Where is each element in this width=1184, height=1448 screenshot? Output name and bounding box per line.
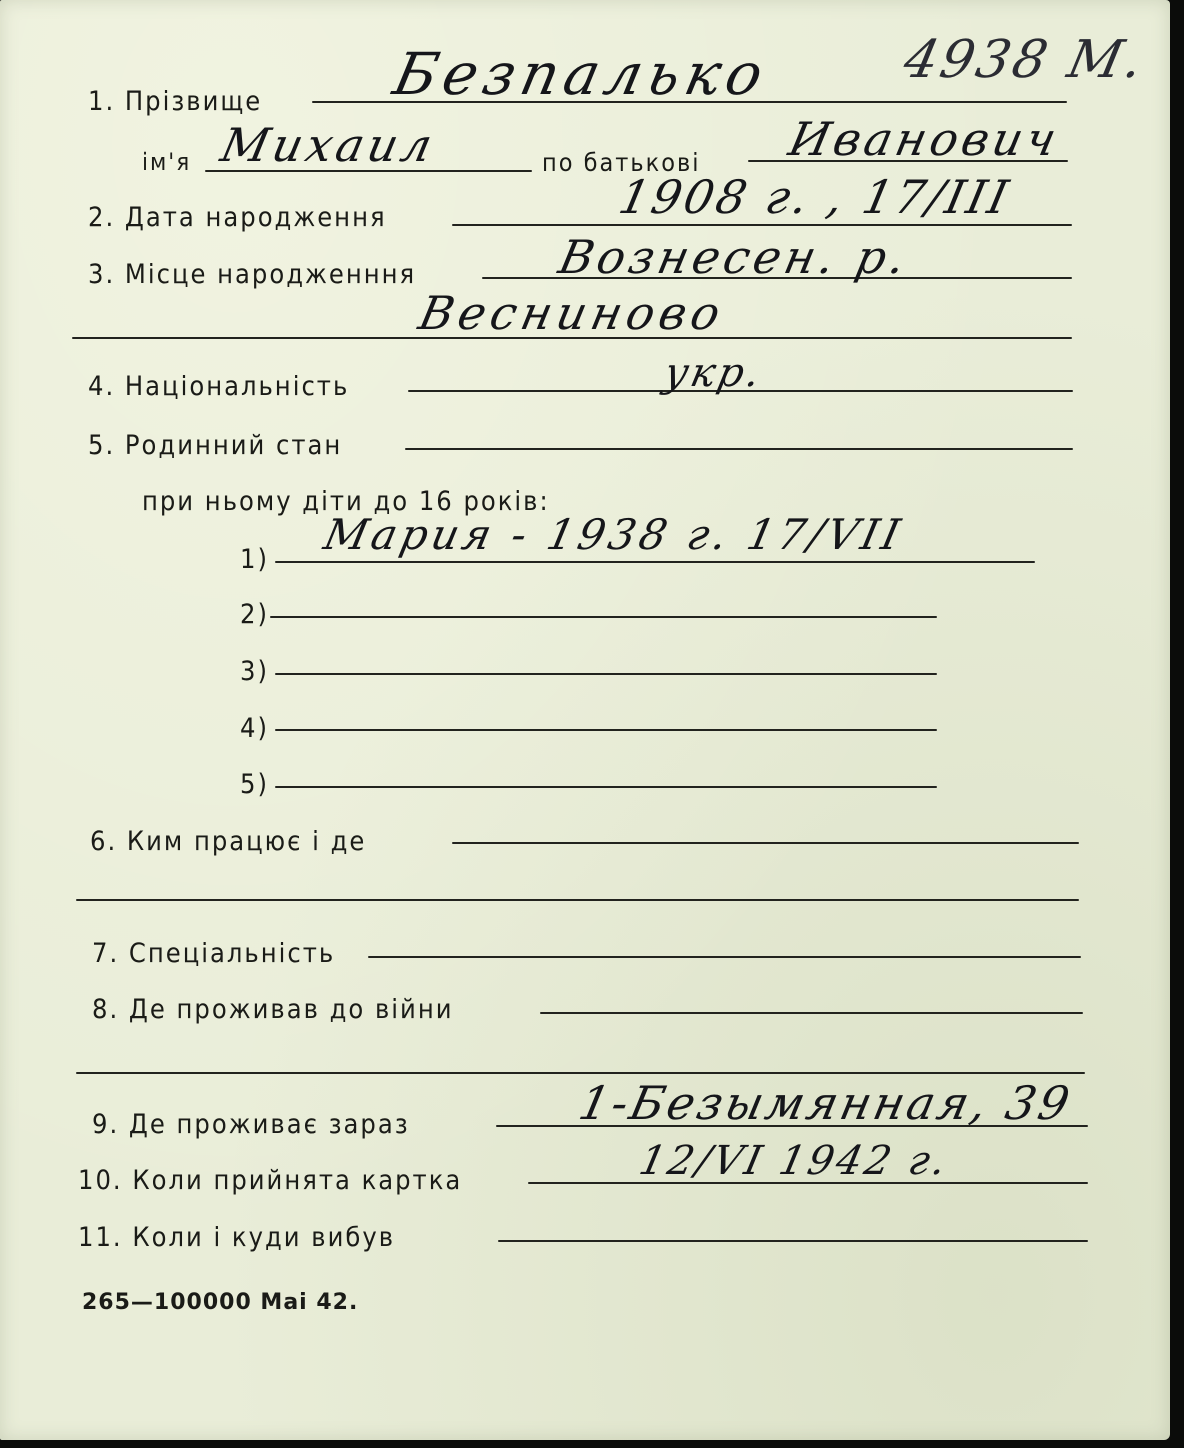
field-4-number: 4. bbox=[88, 371, 116, 402]
field-5-line bbox=[405, 448, 1073, 450]
field-9-label bbox=[92, 1109, 410, 1140]
name-value: Михаил bbox=[216, 118, 441, 172]
field-9-value: 1-Безымянная, 39 bbox=[574, 1076, 1077, 1130]
child-1-number: 1) bbox=[240, 544, 269, 575]
print-footer: 265—100000 Mai 42. bbox=[82, 1290, 359, 1315]
field-10-value: 12/VI 1942 г. bbox=[635, 1138, 954, 1184]
child-3-line bbox=[275, 673, 937, 675]
child-4-line bbox=[275, 729, 937, 731]
child-5-line bbox=[275, 786, 937, 788]
field-8-label bbox=[92, 994, 454, 1025]
card-number-handwritten: 4938 М. bbox=[898, 30, 1152, 90]
field-10-label bbox=[78, 1165, 462, 1196]
field-5-label bbox=[88, 430, 342, 461]
field-11-label bbox=[78, 1222, 395, 1253]
field-5-text: Родинний стан bbox=[124, 430, 343, 461]
field-6-text: Ким працює і де bbox=[126, 826, 367, 857]
field-2-text: Дата народження bbox=[124, 202, 387, 233]
child-2-number: 2) bbox=[240, 599, 269, 630]
child-4-number: 4) bbox=[240, 713, 269, 744]
field-4-label bbox=[88, 371, 349, 402]
patronymic-label: по батькові bbox=[542, 148, 701, 177]
child-2-line bbox=[270, 616, 937, 618]
field-1-value: Безпалько bbox=[387, 40, 775, 108]
field-4-text: Національність bbox=[124, 371, 350, 402]
child-1-line bbox=[275, 561, 1035, 563]
field-2-line bbox=[452, 224, 1072, 226]
field-9-text: Де проживає зараз bbox=[128, 1109, 410, 1140]
field-11-text: Коли і куди вибув bbox=[132, 1222, 396, 1253]
patronymic-value: Иванович bbox=[784, 112, 1066, 166]
field-7-label bbox=[92, 938, 335, 969]
field-6-number: 6. bbox=[90, 826, 118, 857]
field-8-line-2 bbox=[76, 1072, 1085, 1074]
field-11-line bbox=[498, 1240, 1088, 1242]
field-3-value: Вознесен. р. bbox=[554, 230, 915, 284]
child-5-number: 5) bbox=[240, 769, 269, 800]
field-1-number: 1. bbox=[88, 86, 116, 117]
field-4-value: укр. bbox=[660, 350, 768, 396]
field-8-text: Де проживав до війни bbox=[128, 994, 454, 1025]
field-7-line bbox=[368, 956, 1081, 958]
child-1-value: Мария - 1938 г. 17/VII bbox=[319, 510, 909, 559]
field-3-number: 3. bbox=[88, 259, 116, 290]
field-7-number: 7. bbox=[92, 938, 120, 969]
field-2-value: 1908 г. , 17/III bbox=[614, 170, 1016, 224]
field-5-number: 5. bbox=[88, 430, 116, 461]
field-6-line-2 bbox=[76, 899, 1079, 901]
field-3-value-line2: Весниново bbox=[414, 286, 730, 340]
field-3-text: Місце народженння bbox=[124, 259, 417, 290]
children-label: при ньому діти до 16 років: bbox=[142, 486, 550, 517]
name-label: ім'я bbox=[142, 148, 192, 176]
field-10-number: 10. bbox=[78, 1165, 123, 1196]
field-8-line bbox=[540, 1012, 1083, 1014]
field-6-label bbox=[90, 826, 366, 857]
field-11-number: 11. bbox=[78, 1222, 123, 1253]
field-3-label bbox=[88, 259, 416, 290]
field-8-number: 8. bbox=[92, 994, 120, 1025]
field-6-line bbox=[452, 842, 1079, 844]
field-1-label bbox=[88, 86, 262, 117]
field-7-text: Спеціальність bbox=[128, 938, 336, 969]
field-9-number: 9. bbox=[92, 1109, 120, 1140]
field-1-text: Прізвище bbox=[124, 86, 263, 117]
child-3-number: 3) bbox=[240, 656, 269, 687]
field-2-number: 2. bbox=[88, 202, 116, 233]
field-2-label bbox=[88, 202, 387, 233]
field-10-text: Коли прийнята картка bbox=[132, 1165, 463, 1196]
